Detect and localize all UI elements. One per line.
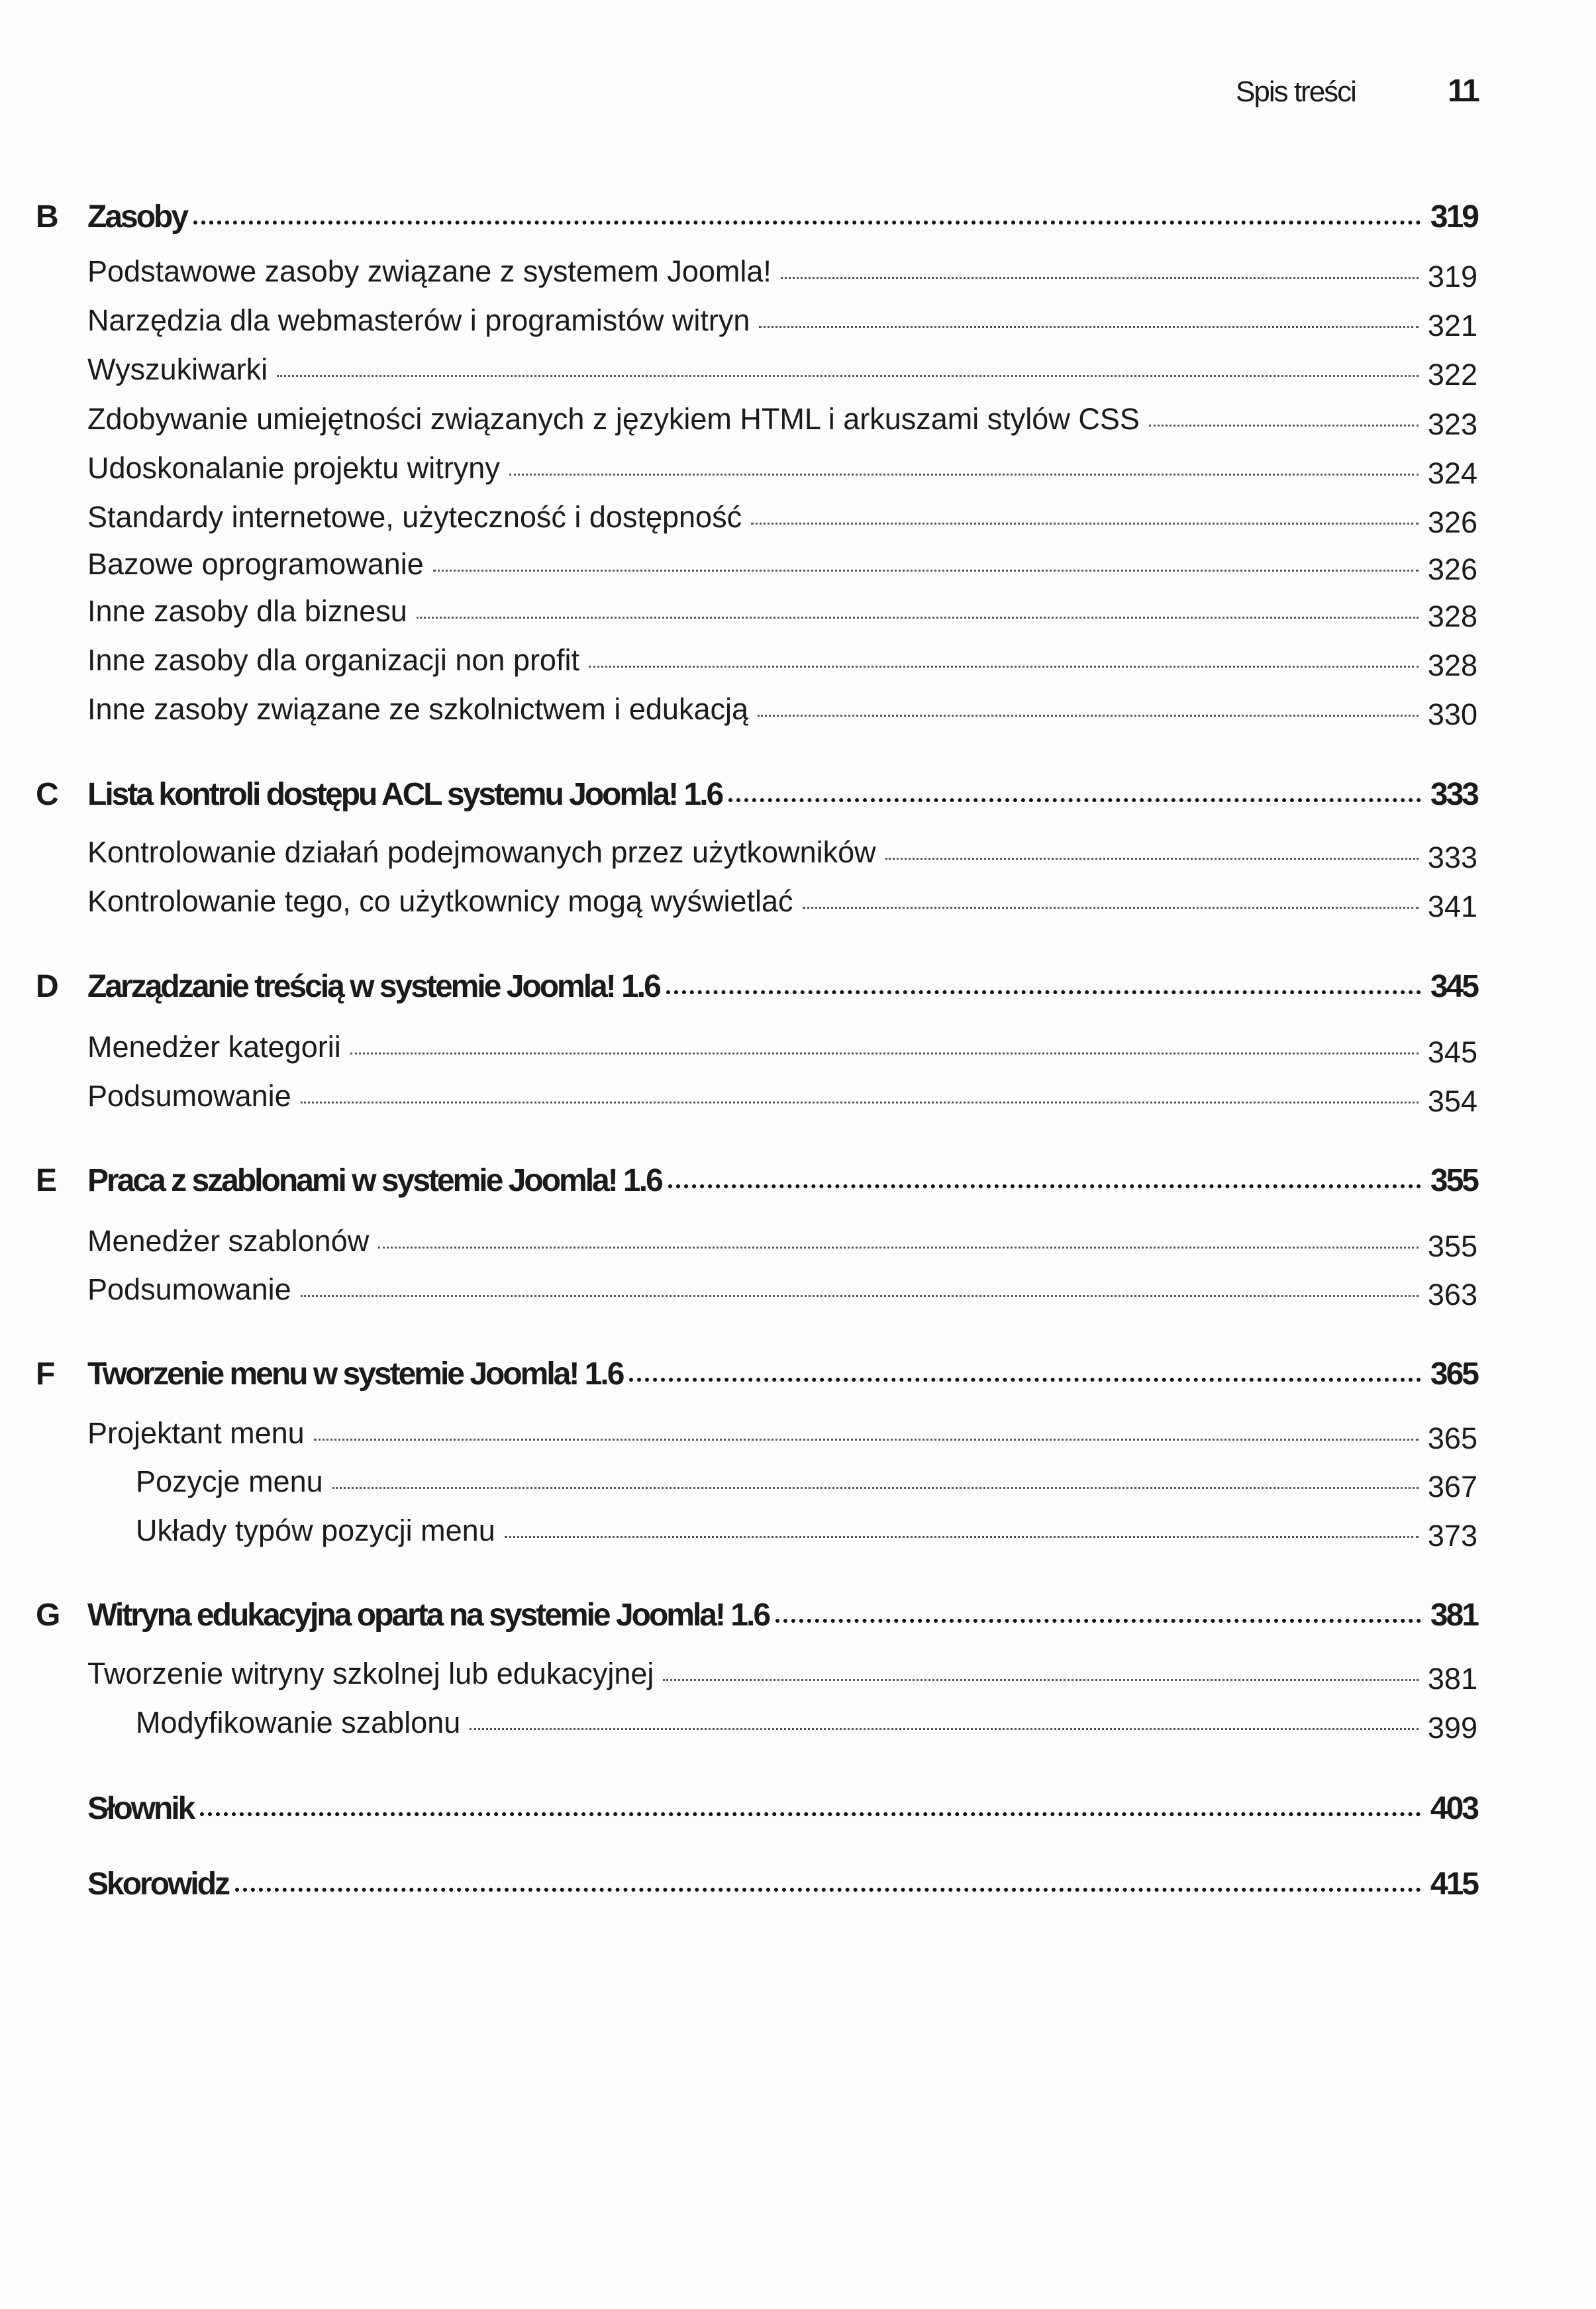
toc-chapter-entry xyxy=(0,1597,1477,1633)
toc-section-entry xyxy=(0,1706,1477,1745)
entry-title: Praca z szablonami w systemie Joomla! 1.6 xyxy=(87,1163,662,1198)
toc-section-entry xyxy=(0,594,1477,633)
entry-title: Udoskonalanie projektu witryny xyxy=(87,451,500,485)
dot-leader xyxy=(378,1247,1419,1249)
dot-leader xyxy=(668,1184,1421,1188)
entry-page-number: 328 xyxy=(1427,648,1477,682)
toc-chapter-entry xyxy=(0,1790,1477,1827)
entry-page-number: 363 xyxy=(1427,1278,1477,1311)
dot-leader xyxy=(277,375,1419,377)
toc-section-entry xyxy=(0,1079,1477,1118)
header-page-number: 11 xyxy=(1448,74,1479,109)
dot-leader xyxy=(629,1378,1421,1382)
entry-title: Zdobywanie umiejętności związanych z językiem HTML i arkuszami stylów CSS xyxy=(87,402,1140,436)
entry-title: Inne zasoby dla organizacji non profit xyxy=(87,643,579,677)
dot-leader xyxy=(301,1102,1419,1103)
dot-leader xyxy=(759,326,1419,328)
entry-page-number: 341 xyxy=(1427,890,1477,923)
entry-title: Standardy internetowe, użyteczność i dostępność xyxy=(87,500,742,534)
entry-title: Skorowidz xyxy=(87,1867,229,1902)
appendix-letter: B xyxy=(36,199,58,234)
entry-page-number: 321 xyxy=(1427,309,1477,342)
dot-leader xyxy=(350,1052,1419,1054)
entry-title: Zarządzanie treścią w systemie Joomla! 1.6 xyxy=(87,969,660,1004)
entry-title: Kontrolowanie działań podejmowanych przez użytkowników xyxy=(87,835,876,869)
dot-leader xyxy=(803,907,1419,909)
entry-page-number: 326 xyxy=(1427,505,1477,539)
toc-chapter-entry xyxy=(0,968,1477,1005)
entry-title: Wyszukiwarki xyxy=(87,352,268,386)
entry-page-number: 333 xyxy=(1430,777,1477,812)
entry-title: Zasoby xyxy=(87,199,187,234)
toc-chapter-entry xyxy=(0,1162,1477,1199)
entry-page-number: 324 xyxy=(1427,456,1477,490)
dot-leader xyxy=(1149,425,1419,427)
toc-section-entry xyxy=(0,1464,1477,1504)
entry-page-number: 365 xyxy=(1430,1357,1477,1392)
dot-leader xyxy=(235,1888,1421,1892)
toc-section-entry xyxy=(0,1030,1477,1069)
dot-leader xyxy=(433,570,1419,572)
entry-title: Witryna edukacyjna oparta na systemie Joomla! 1.6 xyxy=(87,1598,770,1633)
dot-leader xyxy=(417,617,1419,619)
entry-page-number: 323 xyxy=(1427,407,1477,441)
entry-title: Podsumowanie xyxy=(87,1272,291,1306)
entry-page-number: 399 xyxy=(1427,1711,1477,1745)
entry-title: Modyfikowanie szablonu xyxy=(136,1706,461,1739)
entry-title: Menedżer szablonów xyxy=(87,1224,370,1258)
entry-page-number: 355 xyxy=(1430,1163,1477,1198)
toc-section-entry xyxy=(0,402,1477,441)
dot-leader xyxy=(332,1487,1419,1489)
entry-page-number: 381 xyxy=(1427,1662,1477,1696)
dot-leader xyxy=(314,1439,1419,1441)
toc-section-entry xyxy=(0,1416,1477,1455)
entry-title: Podstawowe zasoby związane z systemem Joomla! xyxy=(87,254,772,288)
toc-section-entry xyxy=(0,547,1477,586)
toc-section-entry xyxy=(0,1224,1477,1263)
toc-section-entry xyxy=(0,352,1477,391)
entry-title: Podsumowanie xyxy=(87,1079,291,1113)
dot-leader xyxy=(301,1295,1419,1297)
appendix-letter: C xyxy=(36,777,58,812)
entry-page-number: 373 xyxy=(1427,1519,1477,1553)
toc-section-entry xyxy=(0,884,1477,923)
dot-leader xyxy=(885,858,1419,860)
toc-section-entry xyxy=(0,643,1477,682)
entry-title: Pozycje menu xyxy=(136,1464,323,1498)
entry-page-number: 345 xyxy=(1427,1035,1477,1069)
entry-page-number: 355 xyxy=(1427,1229,1477,1263)
dot-leader xyxy=(781,277,1419,279)
entry-title: Projektant menu xyxy=(87,1416,305,1450)
entry-title: Inne zasoby dla biznesu xyxy=(87,594,407,628)
toc-section-entry xyxy=(0,254,1477,293)
dot-leader xyxy=(775,1619,1421,1623)
toc-section-entry xyxy=(0,692,1477,731)
dot-leader xyxy=(193,221,1421,225)
appendix-letter: D xyxy=(36,969,58,1004)
entry-page-number: 354 xyxy=(1427,1084,1477,1118)
toc-chapter-entry xyxy=(0,1866,1477,1902)
toc-chapter-entry xyxy=(0,199,1477,235)
entry-title: Słownik xyxy=(87,1791,194,1826)
entry-page-number: 381 xyxy=(1430,1598,1477,1633)
appendix-letter: G xyxy=(36,1598,60,1633)
toc-section-entry xyxy=(0,451,1477,490)
entry-title: Kontrolowanie tego, co użytkownicy mogą wyświetlać xyxy=(87,884,793,918)
toc-section-entry xyxy=(0,835,1477,874)
toc-section-entry xyxy=(0,1514,1477,1553)
dot-leader xyxy=(589,666,1419,668)
entry-title: Lista kontroli dostępu ACL systemu Joomla! 1.6 xyxy=(87,777,723,812)
dot-leader xyxy=(751,523,1419,525)
entry-page-number: 322 xyxy=(1427,358,1477,391)
entry-page-number: 330 xyxy=(1427,697,1477,731)
entry-page-number: 328 xyxy=(1427,599,1477,633)
dot-leader xyxy=(728,798,1421,802)
appendix-letter: F xyxy=(36,1357,54,1392)
toc-section-entry xyxy=(0,500,1477,539)
dot-leader xyxy=(666,990,1421,994)
entry-title: Narzędzia dla webmasterów i programistów witryn xyxy=(87,303,750,337)
toc-section-entry xyxy=(0,1657,1477,1696)
entry-title: Menedżer kategorii xyxy=(87,1030,341,1064)
dot-leader xyxy=(505,1536,1419,1538)
entry-page-number: 345 xyxy=(1430,969,1477,1004)
entry-page-number: 367 xyxy=(1427,1470,1477,1504)
entry-title: Tworzenie witryny szkolnej lub edukacyjnej xyxy=(87,1657,654,1690)
entry-page-number: 403 xyxy=(1430,1791,1477,1826)
entry-title: Tworzenie menu w systemie Joomla! 1.6 xyxy=(87,1357,623,1392)
entry-page-number: 333 xyxy=(1427,841,1477,874)
entry-page-number: 365 xyxy=(1427,1421,1477,1455)
header-title: Spis treści xyxy=(1236,76,1356,108)
dot-leader xyxy=(470,1728,1419,1730)
entry-page-number: 319 xyxy=(1427,260,1477,293)
dot-leader xyxy=(758,715,1419,717)
entry-title: Inne zasoby związane ze szkolnictwem i edukacją xyxy=(87,692,748,726)
toc-chapter-entry xyxy=(0,776,1477,813)
dot-leader xyxy=(509,474,1419,476)
dot-leader xyxy=(663,1679,1419,1681)
appendix-letter: E xyxy=(36,1163,56,1198)
entry-title: Układy typów pozycji menu xyxy=(136,1514,495,1547)
toc-section-entry xyxy=(0,1272,1477,1311)
entry-page-number: 326 xyxy=(1427,552,1477,586)
toc-chapter-entry xyxy=(0,1356,1477,1392)
entry-page-number: 415 xyxy=(1430,1867,1477,1902)
dot-leader xyxy=(200,1812,1421,1816)
entry-page-number: 319 xyxy=(1430,199,1477,234)
entry-title: Bazowe oprogramowanie xyxy=(87,547,424,581)
toc-section-entry xyxy=(0,303,1477,342)
